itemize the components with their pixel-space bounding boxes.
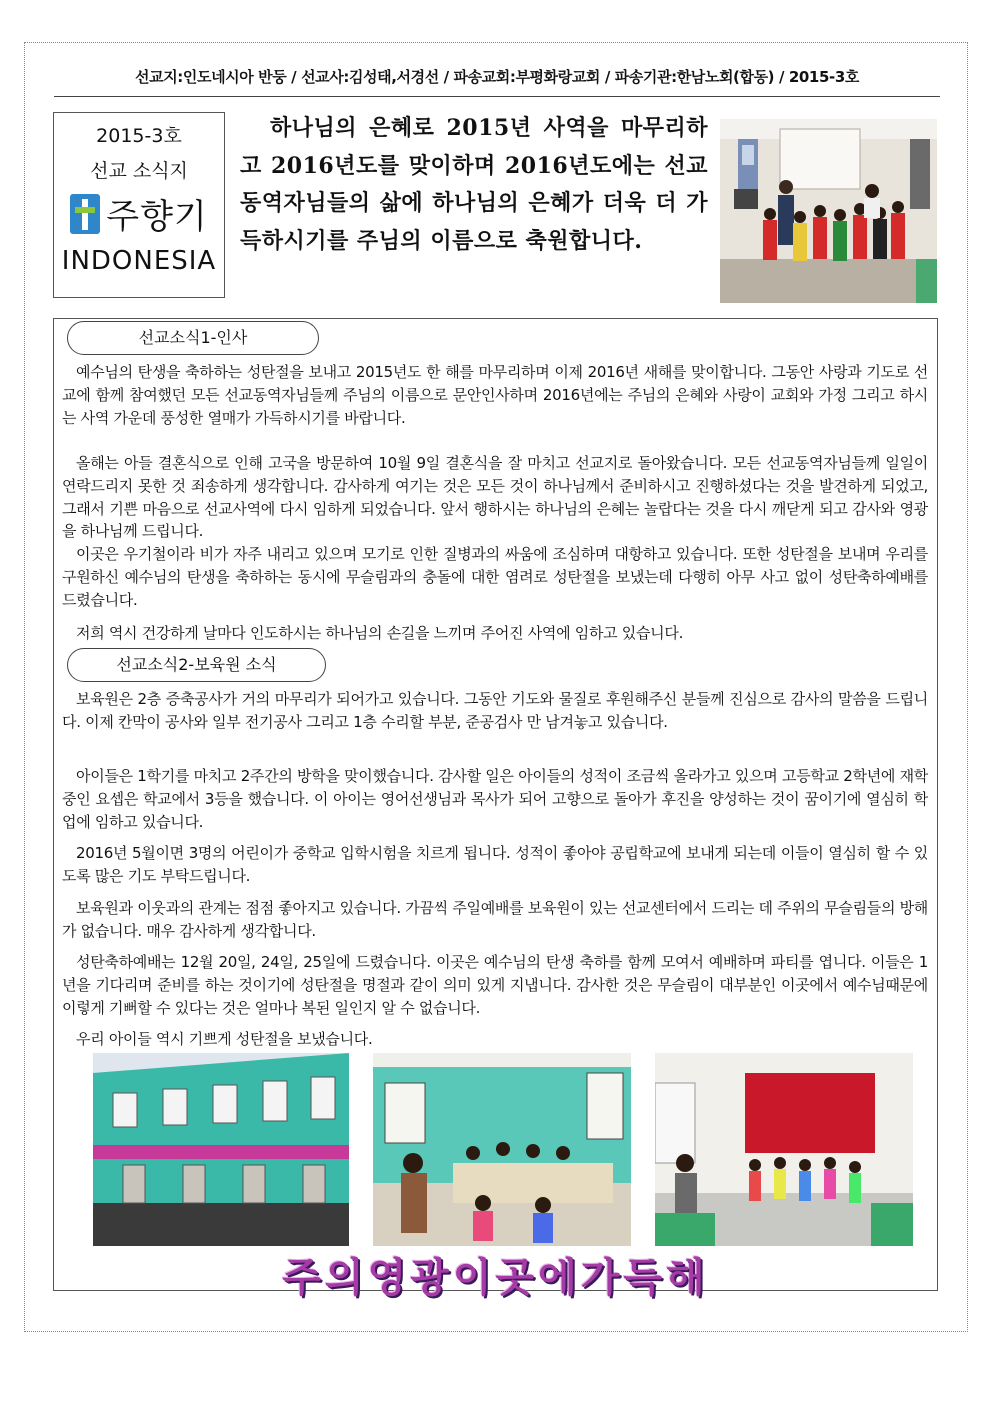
section2-paragraph-1: 보육원은 2층 증축공사가 거의 마무리가 되어가고 있습니다. 그동안 기도와 물질로 후원해주신 분들께 진심으로 감사의 말씀을 드립니다. 이제 칸막이 공사와 일부 전기공사 그리고 1층 수리할 부분, 준공검사 만 남겨놓고 있습니다.	[62, 690, 928, 731]
masthead-box	[53, 112, 225, 298]
section1-paragraph-2: 올해는 아들 결혼식으로 인해 고국을 방문하여 10월 9일 결혼식을 잘 마치고 선교지로 돌아왔습니다. 모든 선교동역자님들께 일일이 연락드리지 못한 것 죄송하게 생각합니다. 감사하게 여기는 것은 모든 것이 하나님께서 준비하시고 진행하셨다는 것을 발견하게 되었고, 그래서 기쁜 마음으로 선교사역에 다시 임하게 되었습니다. 앞서 행하시는 하나님의 은혜는 놀랍다는 것을 다시 깨닫게 되고 감사와 영광을 하나님께 드립니다.	[62, 454, 928, 541]
section2-paragraph-6: 우리 아이들 역시 기쁘게 성탄절을 보냈습니다.	[76, 1030, 373, 1048]
lead-blessing-text: 하나님의 은혜로 2015년 사역을 마무리하고 2016년도를 맞이하며 2016년도에는 선교동역자님들의 삶에 하나님의 은혜가 더욱 더 가득하시기를 주님의 이름으로 축원합니다.	[240, 115, 708, 254]
section2-paragraph-3: 2016년 5월이면 3명의 어린이가 중학교 입학시험을 치르게 됩니다. 성적이 좋아야 공립학교에 보내게 되는데 이들이 열심히 할 수 있도록 많은 기도 부탁드립니다.	[62, 844, 928, 885]
section1-title: 선교소식1-인사	[67, 321, 319, 355]
logo-name: 주향기	[106, 197, 208, 237]
header-divider	[54, 96, 940, 97]
section2-paragraph-4: 보육원과 이웃과의 관계는 점점 좋아지고 있습니다. 가끔씩 주일예배를 보육원이 있는 선교센터에서 드리는 데 주위의 무슬림들의 방해가 없습니다. 매우 감사하게 생각합니다.	[62, 899, 928, 940]
section1-paragraph-3: 이곳은 우기철이라 비가 자주 내리고 있으며 모기로 인한 질병과의 싸움에 조심하며 대항하고 있습니다. 또한 성탄절을 보내며 우리를 구원하신 예수님의 탄생을 축하하는 동시에 무슬림과의 충돌에 대한 염려로 성탄절을 보냈는데 다행히 아무 사고 없이 성탄축하예배를 드렸습니다.	[62, 545, 928, 609]
section2-title: 선교소식2-보육원 소식	[67, 648, 326, 682]
section1-paragraph-1: 예수님의 탄생을 축하하는 성탄절을 보내고 2015년도 한 해를 마무리하며 이제 2016년 새해를 맞이합니다. 그동안 사랑과 기도로 선교에 함께 참여했던 모든 선교동역자님들께 주님의 이름으로 문안인사하며 2016년에는 주님의 은혜와 사랑이 교회와 가정 그리고 하시는 사역 가운데 풍성한 열매가 가득하시기를 바랍니다.	[62, 363, 928, 427]
christmas-worship-photo	[655, 1053, 913, 1246]
country-label: INDONESIA	[61, 246, 217, 276]
section2-paragraph-5: 성탄축하예배는 12월 20일, 24일, 25일에 드렸습니다. 이곳은 예수님의 탄생 축하를 함께 모여서 예배하며 파티를 엽니다. 이들은 1년을 기다리며 준비를 하는 것이기에 성탄절을 명절과 같이 의미 있게 지냅니다. 감사한 것은 무슬림이 대부분인 이곳에서 예수님때문에 이렇게 기뻐할 수 있다는 것은 얼마나 복된 일인지 알 수 없습니다.	[62, 953, 928, 1017]
classroom-photo	[373, 1053, 631, 1246]
closing-banner: 주의영광이곳에가득해	[282, 1255, 709, 1301]
orphanage-building-photo	[93, 1053, 349, 1246]
newsletter-subtitle: 선교 소식지	[90, 160, 188, 182]
group-photo-children	[720, 119, 937, 303]
logo	[54, 189, 224, 238]
cross-logo-icon	[70, 194, 100, 234]
section1-paragraph-4: 저희 역시 건강하게 날마다 인도하시는 하나님의 손길을 느끼며 주어진 사역에 임하고 있습니다.	[76, 624, 684, 642]
issue-number: 2015-3호	[96, 125, 182, 147]
section2-paragraph-2: 아이들은 1학기를 마치고 2주간의 방학을 맞이했습니다. 감사할 일은 아이들의 성적이 조금씩 올라가고 있으며 고등학교 2학년에 재학 중인 요셉은 학교에서 3등을 했습니다. 이 아이는 영어선생님과 목사가 되어 고향으로 돌아가 후진을 양성하는 것이 꿈이기에 열심히 학업에 임하고 있습니다.	[62, 767, 928, 831]
header-info-line: 선교지:인도네시아 반둥 / 선교사:김성태,서경선 / 파송교회:부평화랑교회 / 파송기관:한남노회(합동) / 2015-3호	[135, 68, 859, 86]
